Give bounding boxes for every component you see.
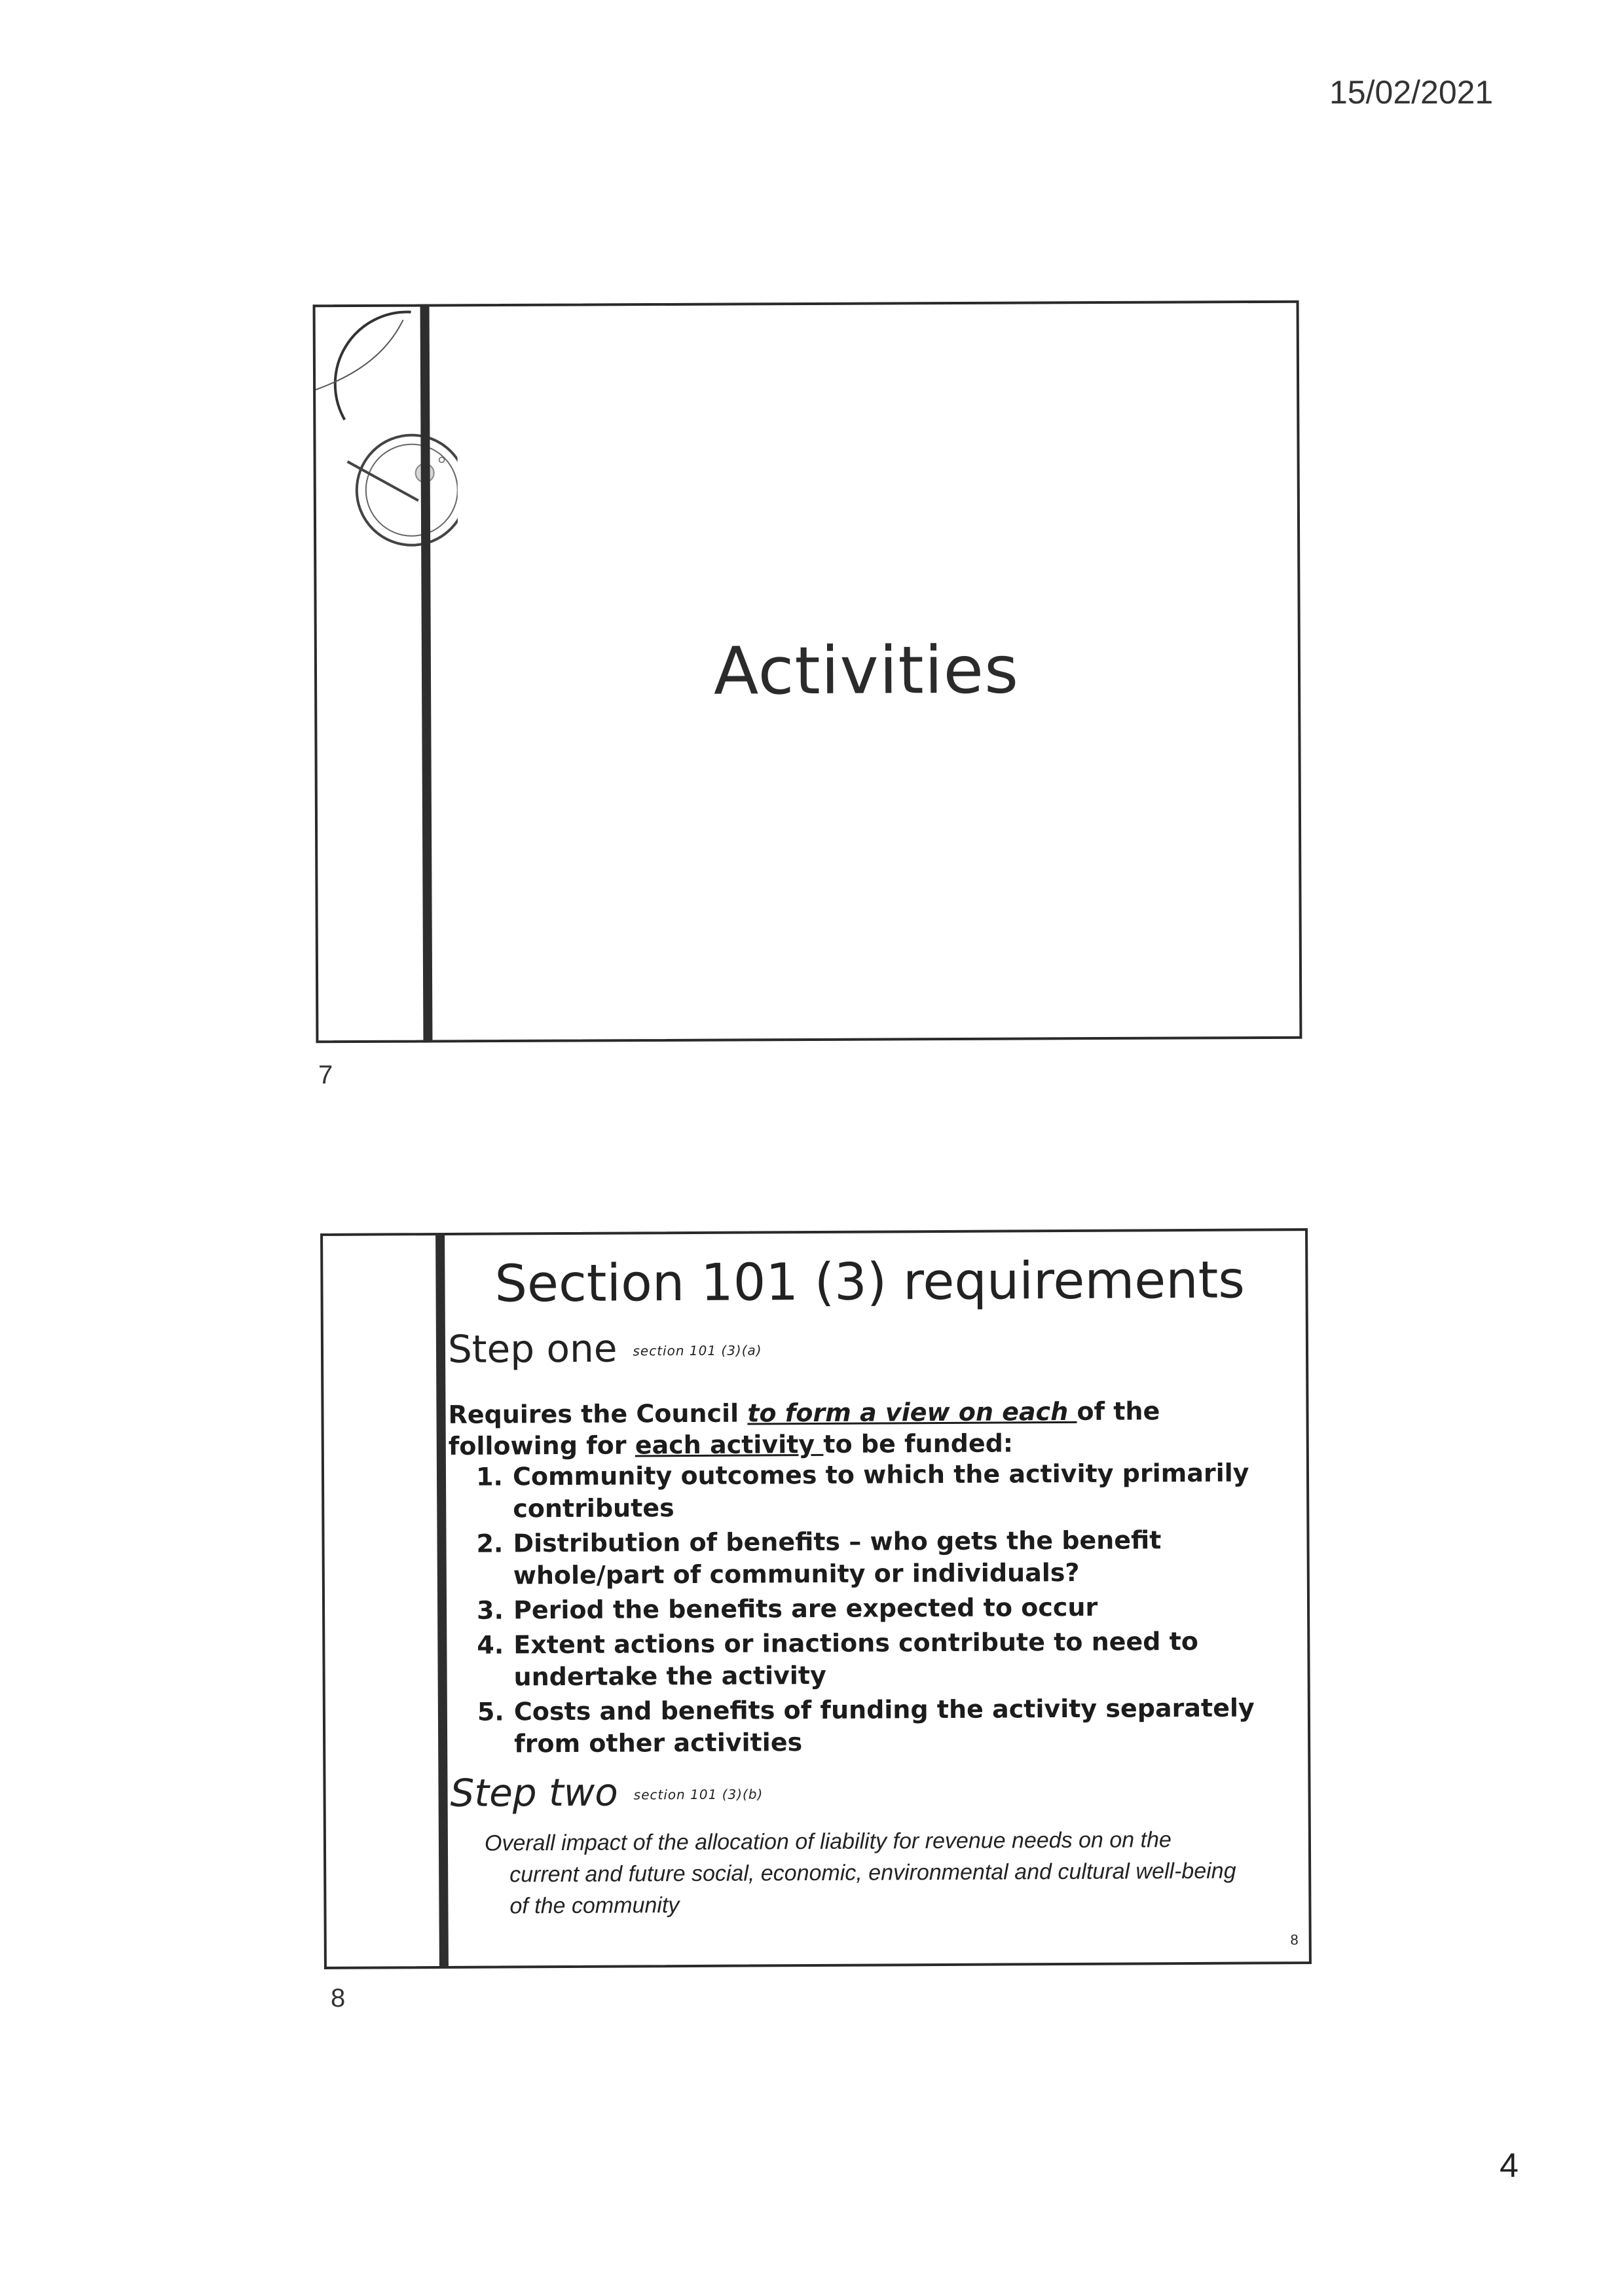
step-two-heading [450, 1769, 763, 1815]
list-item-text: Costs and benefits of funding the activity separately from other activities [513, 1693, 1255, 1758]
description-line: Overall impact of the allocation of liability for revenue needs on on the [484, 1827, 1172, 1856]
slide-number-label: 7 [318, 1061, 333, 1089]
slide-title: Activities [713, 631, 1020, 710]
list-item [476, 1523, 1262, 1592]
list-item-text: Distribution of benefits – who gets the benefit whole/part of community or individuals? [513, 1525, 1162, 1590]
list-item-number: 4. [477, 1630, 504, 1660]
intro-emphasis: each activity [635, 1429, 824, 1460]
requirements-intro [448, 1395, 1194, 1462]
intro-text: Requires the Council [448, 1398, 748, 1429]
intro-text: to be funded: [823, 1429, 1014, 1459]
step-two-reference: section 101 (3)(b) [633, 1786, 764, 1803]
list-item-number: 5. [477, 1697, 504, 1726]
list-item-number: 1. [475, 1462, 504, 1491]
slide-section-101 [320, 1228, 1312, 1969]
intro-text: of the following for [448, 1396, 1160, 1461]
list-item-number: 3. [476, 1595, 504, 1625]
step-one-reference: section 101 (3)(a) [633, 1342, 762, 1359]
list-item-text: Period the benefits are expected to occur [513, 1592, 1098, 1625]
list-item [477, 1590, 1263, 1626]
list-item [477, 1625, 1263, 1693]
list-item-text: Community outcomes to which the activity primarily contributes [512, 1458, 1249, 1523]
slide-content [443, 1231, 1299, 1966]
step-two-label: Step two [450, 1770, 618, 1815]
page-date: 15/02/2021 [1329, 74, 1494, 111]
list-item [477, 1692, 1263, 1760]
page-number: 4 [1500, 2147, 1519, 2185]
slide-title: Section 101 (3) requirements [494, 1250, 1246, 1314]
step-one-heading [448, 1325, 762, 1372]
decorative-circles-icon [313, 304, 458, 560]
slide-number-label: 8 [331, 1984, 346, 2013]
list-item-number: 2. [476, 1529, 504, 1558]
step-two-description [485, 1823, 1258, 1922]
intro-emphasis: to form a view on each [747, 1396, 1077, 1428]
requirements-list [476, 1457, 1263, 1762]
slide-activities [313, 301, 1302, 1044]
slide-footer-number: 8 [1290, 1931, 1299, 1948]
list-item-text: Extent actions or inactions contribute to need to undertake the activity [513, 1626, 1199, 1692]
list-item [476, 1457, 1262, 1525]
description-line: current and future social, economic, environmental and cultural well-being of the community [509, 1858, 1236, 1919]
step-one-label: Step one [447, 1326, 618, 1372]
